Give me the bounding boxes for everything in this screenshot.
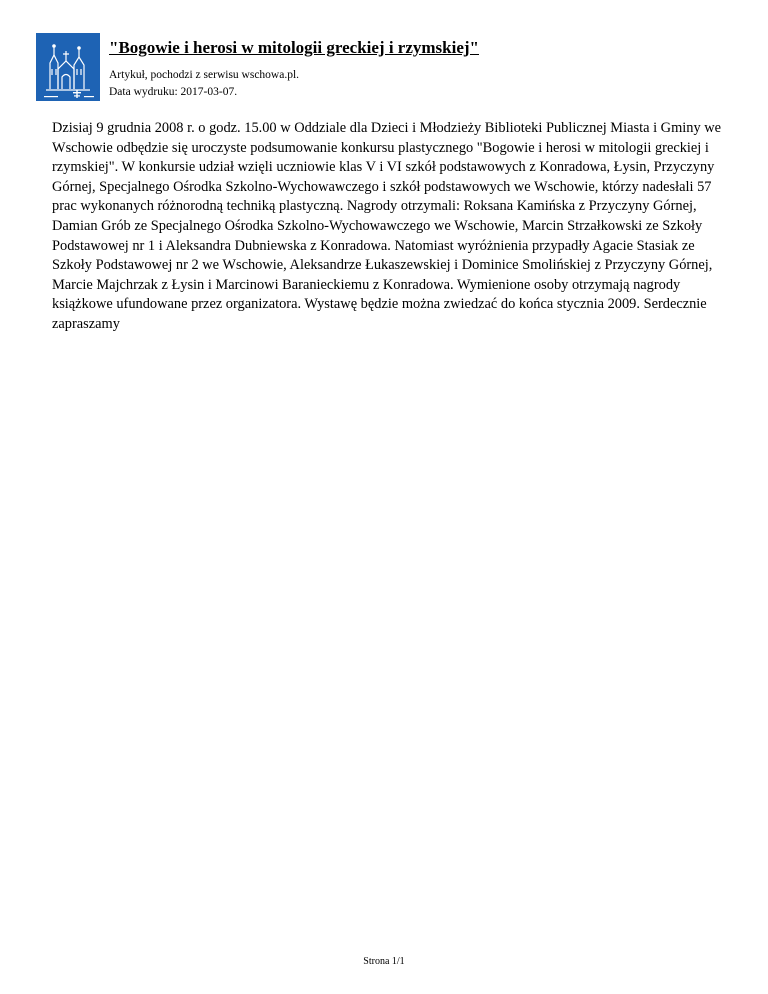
page-number: Strona 1/1 [363,956,405,967]
site-logo [36,33,100,101]
town-hall-icon [36,33,100,101]
article-title[interactable]: "Bogowie i herosi w mitologii greckiej i rzymskiej" [109,38,479,57]
article-body: Dzisiaj 9 grudnia 2008 r. o godz. 15.00 w Oddziale dla Dzieci i Młodzieży Biblioteki Publicznej Miasta i Gminy we Wschowie odbędzie się uroczyste podsumowanie konkursu plastycznego "Bogowie i herosi w mitologii greckiej i rzymskiej". W konkursie udział wzięli uczniowie klas V i VI szkół podstawowych z Konradowa, Łysin, Przyczyny Górnej, Specjalnego Ośrodka Szkolno-Wychowawczego i szkół podstawowych we Wschowie, którzy nadesłali 57 prac wykonanych różnorodną techniką plastyczną. Nagrody otrzymali: Roksana Kamińska z Przyczyny Górnej, Damian Grób ze Specjalnego Ośrodka Szkolno-Wychowawczego we Wschowie, Marcin Strzałkowski ze Szkoły Podstawowej nr 1 i Aleksandra Dubniewska z Konradowa. Natomiast wyróżnienia przypadły Agacie Stasiak ze Szkoły Podstawowej nr 2 we Wschowie, Aleksandrze Łukaszewskiej i Dominice Smolińskiej z Przyczyny Górnej, Marcie Majchrzak z Łysin i Marcinowi Baranieckiemu z Konradowa. Wymienione osoby otrzymają nagrody książkowe ufundowane przez organizatora. Wystawę będzie można zwiedzać do końca stycznia 2009. Serdecznie zapraszamy [52,120,722,332]
article-meta [109,67,299,101]
source-line: Artykuł, pochodzi z serwisu wschowa.pl. [109,69,300,81]
print-date: Data wydruku: 2017-03-07. [109,86,238,98]
